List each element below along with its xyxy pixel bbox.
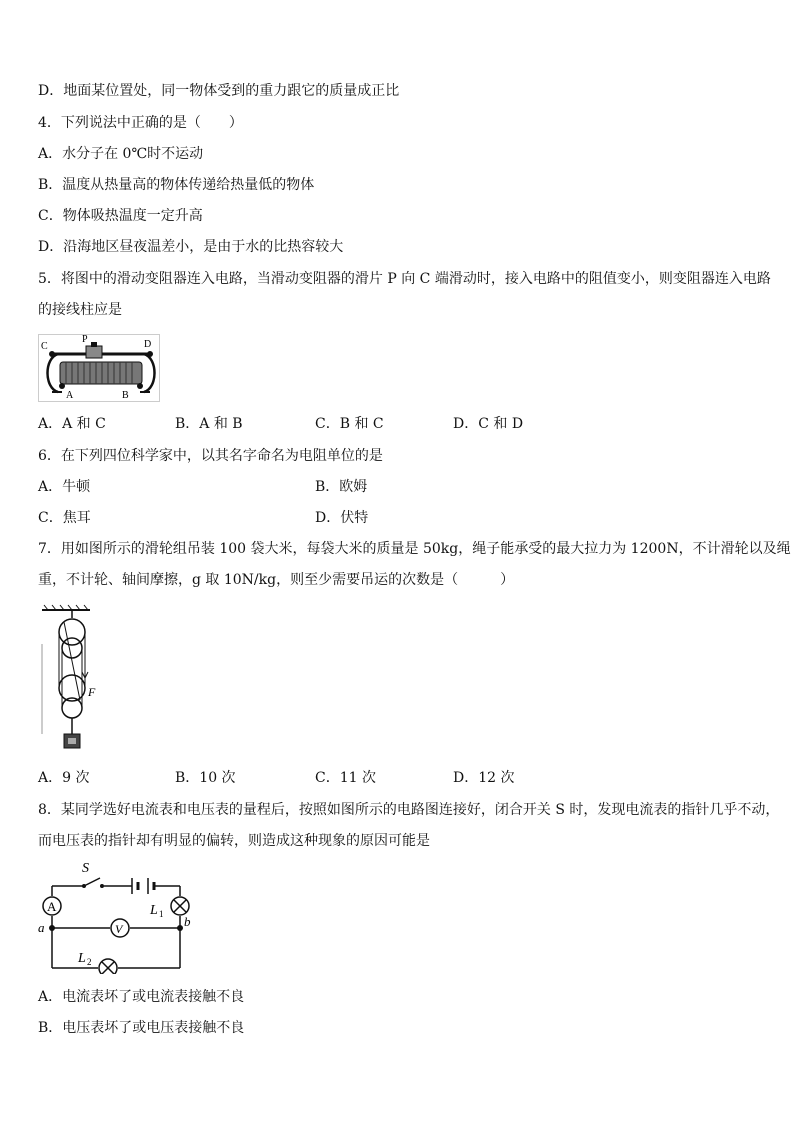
q5-option-d: D．C 和 D <box>453 416 524 432</box>
circuit-node-b-label: b <box>184 914 191 929</box>
circuit-l2-label: L <box>78 951 86 966</box>
q8-option-a: A．电流表坏了或电流表接触不良 <box>38 989 245 1005</box>
pulley-force-label: F <box>88 685 96 699</box>
circuit-l2-subscript: 2 <box>87 957 92 967</box>
rheostat-label-c: C <box>41 341 48 352</box>
q7-stem-line1: 7．用如图所示的滑轮组吊装 100 袋大米，每袋大米的质量是 50kg，绳子能承受的最大拉力为 1200N，不计滑轮以及绳 <box>38 541 791 557</box>
q5-option-a: A．A 和 C <box>38 416 106 432</box>
q8-stem-line1: 8．某同学选好电流表和电压表的量程后，按照如图所示的电路图连接好，闭合开关 S 时，发现电流表的指针几乎不动， <box>38 802 780 818</box>
q7-option-a: A．9 次 <box>38 770 90 786</box>
circuit-l1-subscript: 1 <box>159 909 164 919</box>
q6-stem: 6．在下列四位科学家中，以其名字命名为电阻单位的是 <box>38 448 383 464</box>
q4-option-d: D．沿海地区昼夜温差小，是由于水的比热容较大 <box>38 239 344 255</box>
q4-option-c: C．物体吸热温度一定升高 <box>38 208 203 224</box>
q4-stem: 4．下列说法中正确的是（ ） <box>38 115 243 131</box>
pulley-system-figure <box>38 604 100 754</box>
q7-option-d: D．12 次 <box>453 770 515 786</box>
rheostat-label-a: A <box>66 390 74 401</box>
circuit-diagram-figure <box>36 858 196 974</box>
q5-stem-line1: 5．将图中的滑动变阻器连入电路，当滑动变阻器的滑片 P 向 C 端滑动时，接入电路中的阻值变小，则变阻器连入电路 <box>38 271 771 287</box>
q5-stem-line2: 的接线柱应是 <box>38 302 122 318</box>
q6-option-d: D．伏特 <box>315 510 369 526</box>
q6-option-a: A．牛顿 <box>38 479 91 495</box>
q6-option-c: C．焦耳 <box>38 510 91 526</box>
circuit-node-a-label: a <box>38 920 45 935</box>
circuit-l1-label: L <box>150 903 158 918</box>
q5-option-c: C．B 和 C <box>315 416 384 432</box>
q4-option-b: B．温度从热量高的物体传递给热量低的物体 <box>38 177 315 193</box>
circuit-switch-label: S <box>82 861 89 876</box>
q8-option-b: B．电压表坏了或电压表接触不良 <box>38 1020 245 1036</box>
circuit-voltmeter-label: V <box>115 922 123 936</box>
q8-stem-line2: 而电压表的指针却有明显的偏转，则造成这种现象的原因可能是 <box>38 833 430 849</box>
q7-option-b: B．10 次 <box>175 770 236 786</box>
circuit-ammeter-label: A <box>47 899 57 914</box>
rheostat-figure <box>38 334 160 402</box>
q3-option-d: D．地面某位置处，同一物体受到的重力跟它的质量成正比 <box>38 83 400 99</box>
q7-option-c: C．11 次 <box>315 770 376 786</box>
q4-option-a: A．水分子在 0℃时不运动 <box>38 146 204 162</box>
rheostat-label-p: P <box>82 334 88 345</box>
q5-option-b: B．A 和 B <box>175 416 243 432</box>
q7-stem-line2: 重，不计轮、轴间摩擦，g 取 10N/kg，则至少需要吊运的次数是（ ） <box>38 572 515 588</box>
q6-option-b: B．欧姆 <box>315 479 368 495</box>
rheostat-label-d: D <box>144 339 152 350</box>
rheostat-label-b: B <box>122 390 129 401</box>
